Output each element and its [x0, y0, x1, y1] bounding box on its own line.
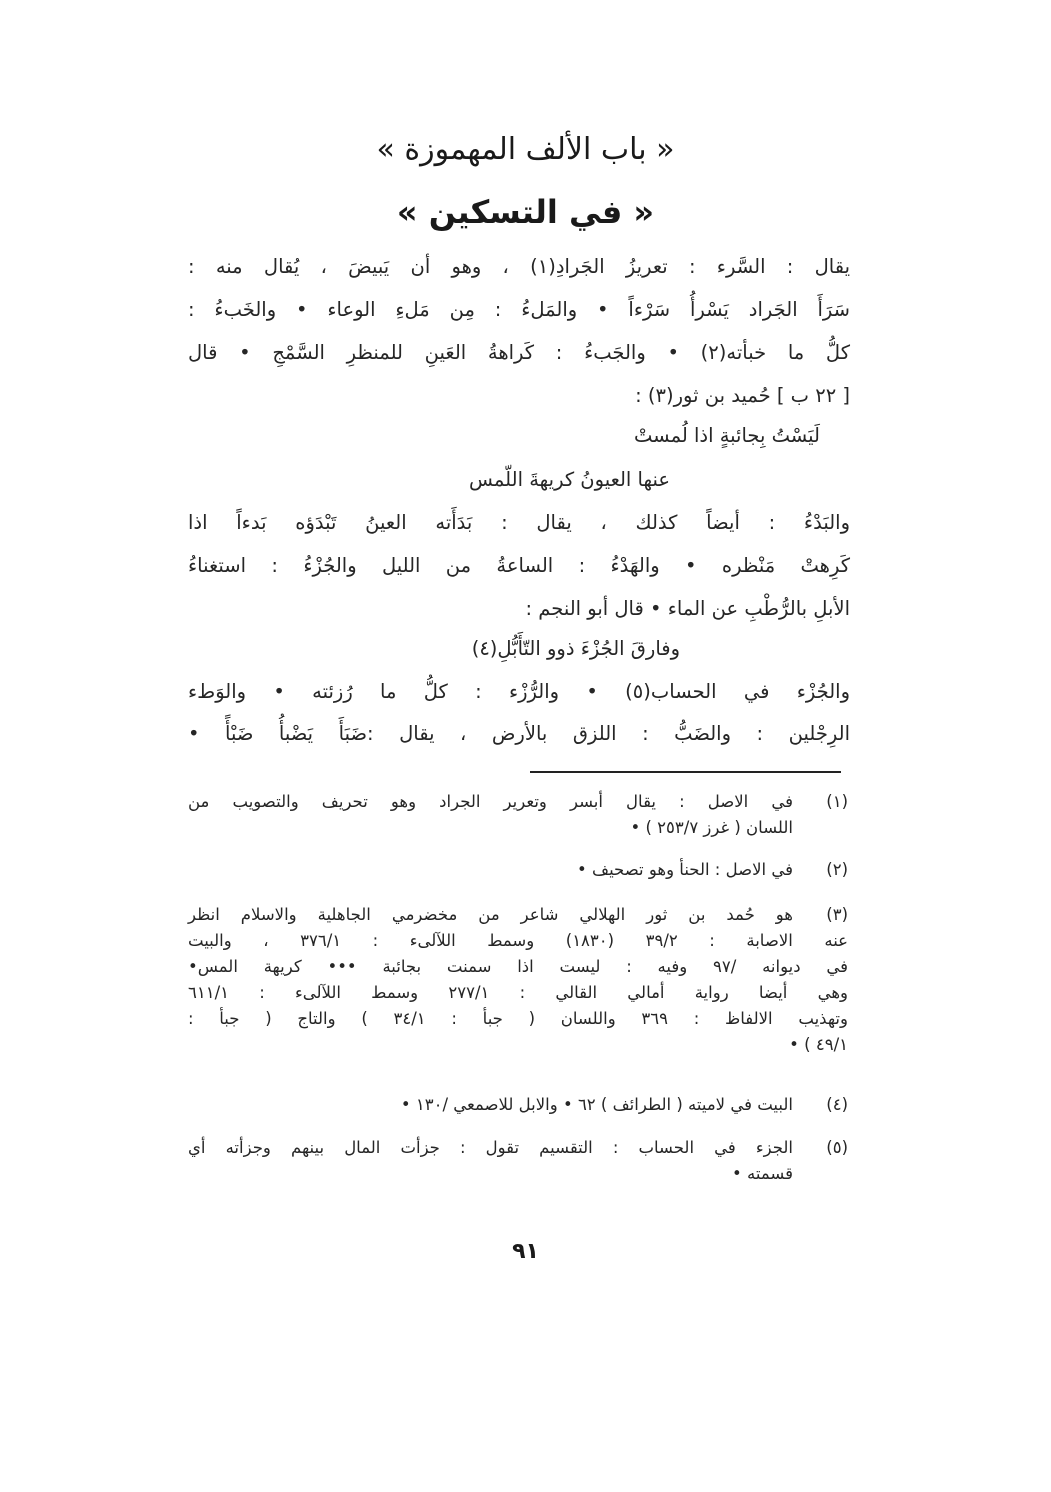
footnote-line: عنه الاصابة : ٣٩/٢ (١٨٣٠) وسمط اللآلىء : ٣٧٦/١ ، والبيت	[188, 931, 849, 950]
footnote-separator	[530, 771, 841, 773]
footnote-line: البيت في لاميته ( الطرائف ) ٦٢ • والابل للاصمعي /١٣٠ •	[400, 1095, 793, 1114]
footnote-line: وتهذيب الالفاظ : ٣٦٩ واللسان ( جبأ : ٣٤/١ ) والتاج ( جبأ :	[188, 1009, 848, 1028]
text-line: كَرِهتْ مَنْظره • والهَدْءُ : الساعةُ من الليل والجُزْءُ : استغناءُ	[188, 554, 850, 577]
footnote-line: وهي أيضا رواية أمالي القالي : ٢٧٧/١ وسمط اللآلىء : ٦١١/١	[188, 983, 849, 1002]
verse-line: لَيَسْتُ بِجائبةٍ اذا لُمستْ	[634, 424, 820, 447]
footnote-number: (٣)	[826, 905, 848, 924]
footnote-number: (٥)	[826, 1138, 848, 1157]
text-line: والبَدْءُ : أيضاً كذلك ، يقال : بَدَأَته العينُ تَبْدَؤه بَدءاً اذا	[188, 511, 850, 534]
footnote-line: في الاصل : الحنأ وهو تصحيف •	[577, 860, 793, 879]
verse-line: عنها العيونُ كريهةَ اللّمس	[469, 468, 670, 491]
footnote-line: ٤٩/١ ) •	[789, 1035, 848, 1054]
text-line: يقال : السَّرء : تعريزُ الجَرادِ(١) ، وهو أن يَبيضَ ، يُقال منه :	[188, 255, 850, 278]
footnote-number: (٢)	[826, 860, 848, 879]
footnote-line: في الاصل : يقال أبسر وتعرير الجراد وهو تحريف والتصويب من	[188, 792, 793, 811]
footnote-line: الجزء في الحساب : التقسيم تقول : جزأت المال بينهم وجزأته أي	[188, 1138, 793, 1157]
chapter-title: « باب الألف المهموزة »	[376, 132, 675, 167]
footnote-number: (١)	[826, 792, 848, 811]
footnote-line: اللسان ( غرز ٢٥٣/٧ ) •	[630, 818, 793, 837]
text-line: كلُّ ما خبأته(٢) • والجَبءُ : كَراهةُ العَينِ للمنظرِ السَّمْجِ • قال	[188, 341, 850, 364]
text-line: [ ٢٢ ب ] حُميد بن ثور(٣) :	[635, 384, 850, 407]
text-line: الرِجْلين : والضَبُّ : اللزق بالأرض ، يقال :ضَبَأَ يَضْبأُ ضَبْأً •	[188, 722, 850, 745]
section-title: « في التسكين »	[396, 193, 655, 231]
text-line: الأبلِ بالرُّطْبِ عن الماء • قال أبو النجم :	[525, 597, 850, 620]
page-number: ٩١	[512, 1239, 539, 1264]
footnote-number: (٤)	[826, 1095, 848, 1114]
footnote-line: في ديوانه /٩٧ وفيه : ليست اذا سمنت بجائبة ••• كريهة المس•	[188, 957, 848, 976]
text-line: سَرَأَ الجَراد يَسْرأُ سَرْءاً • والمَلءُ : مِن مَلءِ الوعاء • والخَبءُ :	[188, 298, 850, 321]
text-line: والجُزْء في الحساب(٥) • والرُّزْء : كلُّ ما رُزئته • والوَطء	[188, 680, 850, 703]
footnote-line: هو حُمد بن ثور الهلالي شاعر من مخضرمي الجاهلية والاسلام انظر	[188, 905, 793, 924]
verse-line: وفارقَ الجُزْءَ ذوو التّأَبُّلِ(٤)	[471, 637, 680, 660]
footnote-line: قسمته •	[732, 1164, 793, 1183]
